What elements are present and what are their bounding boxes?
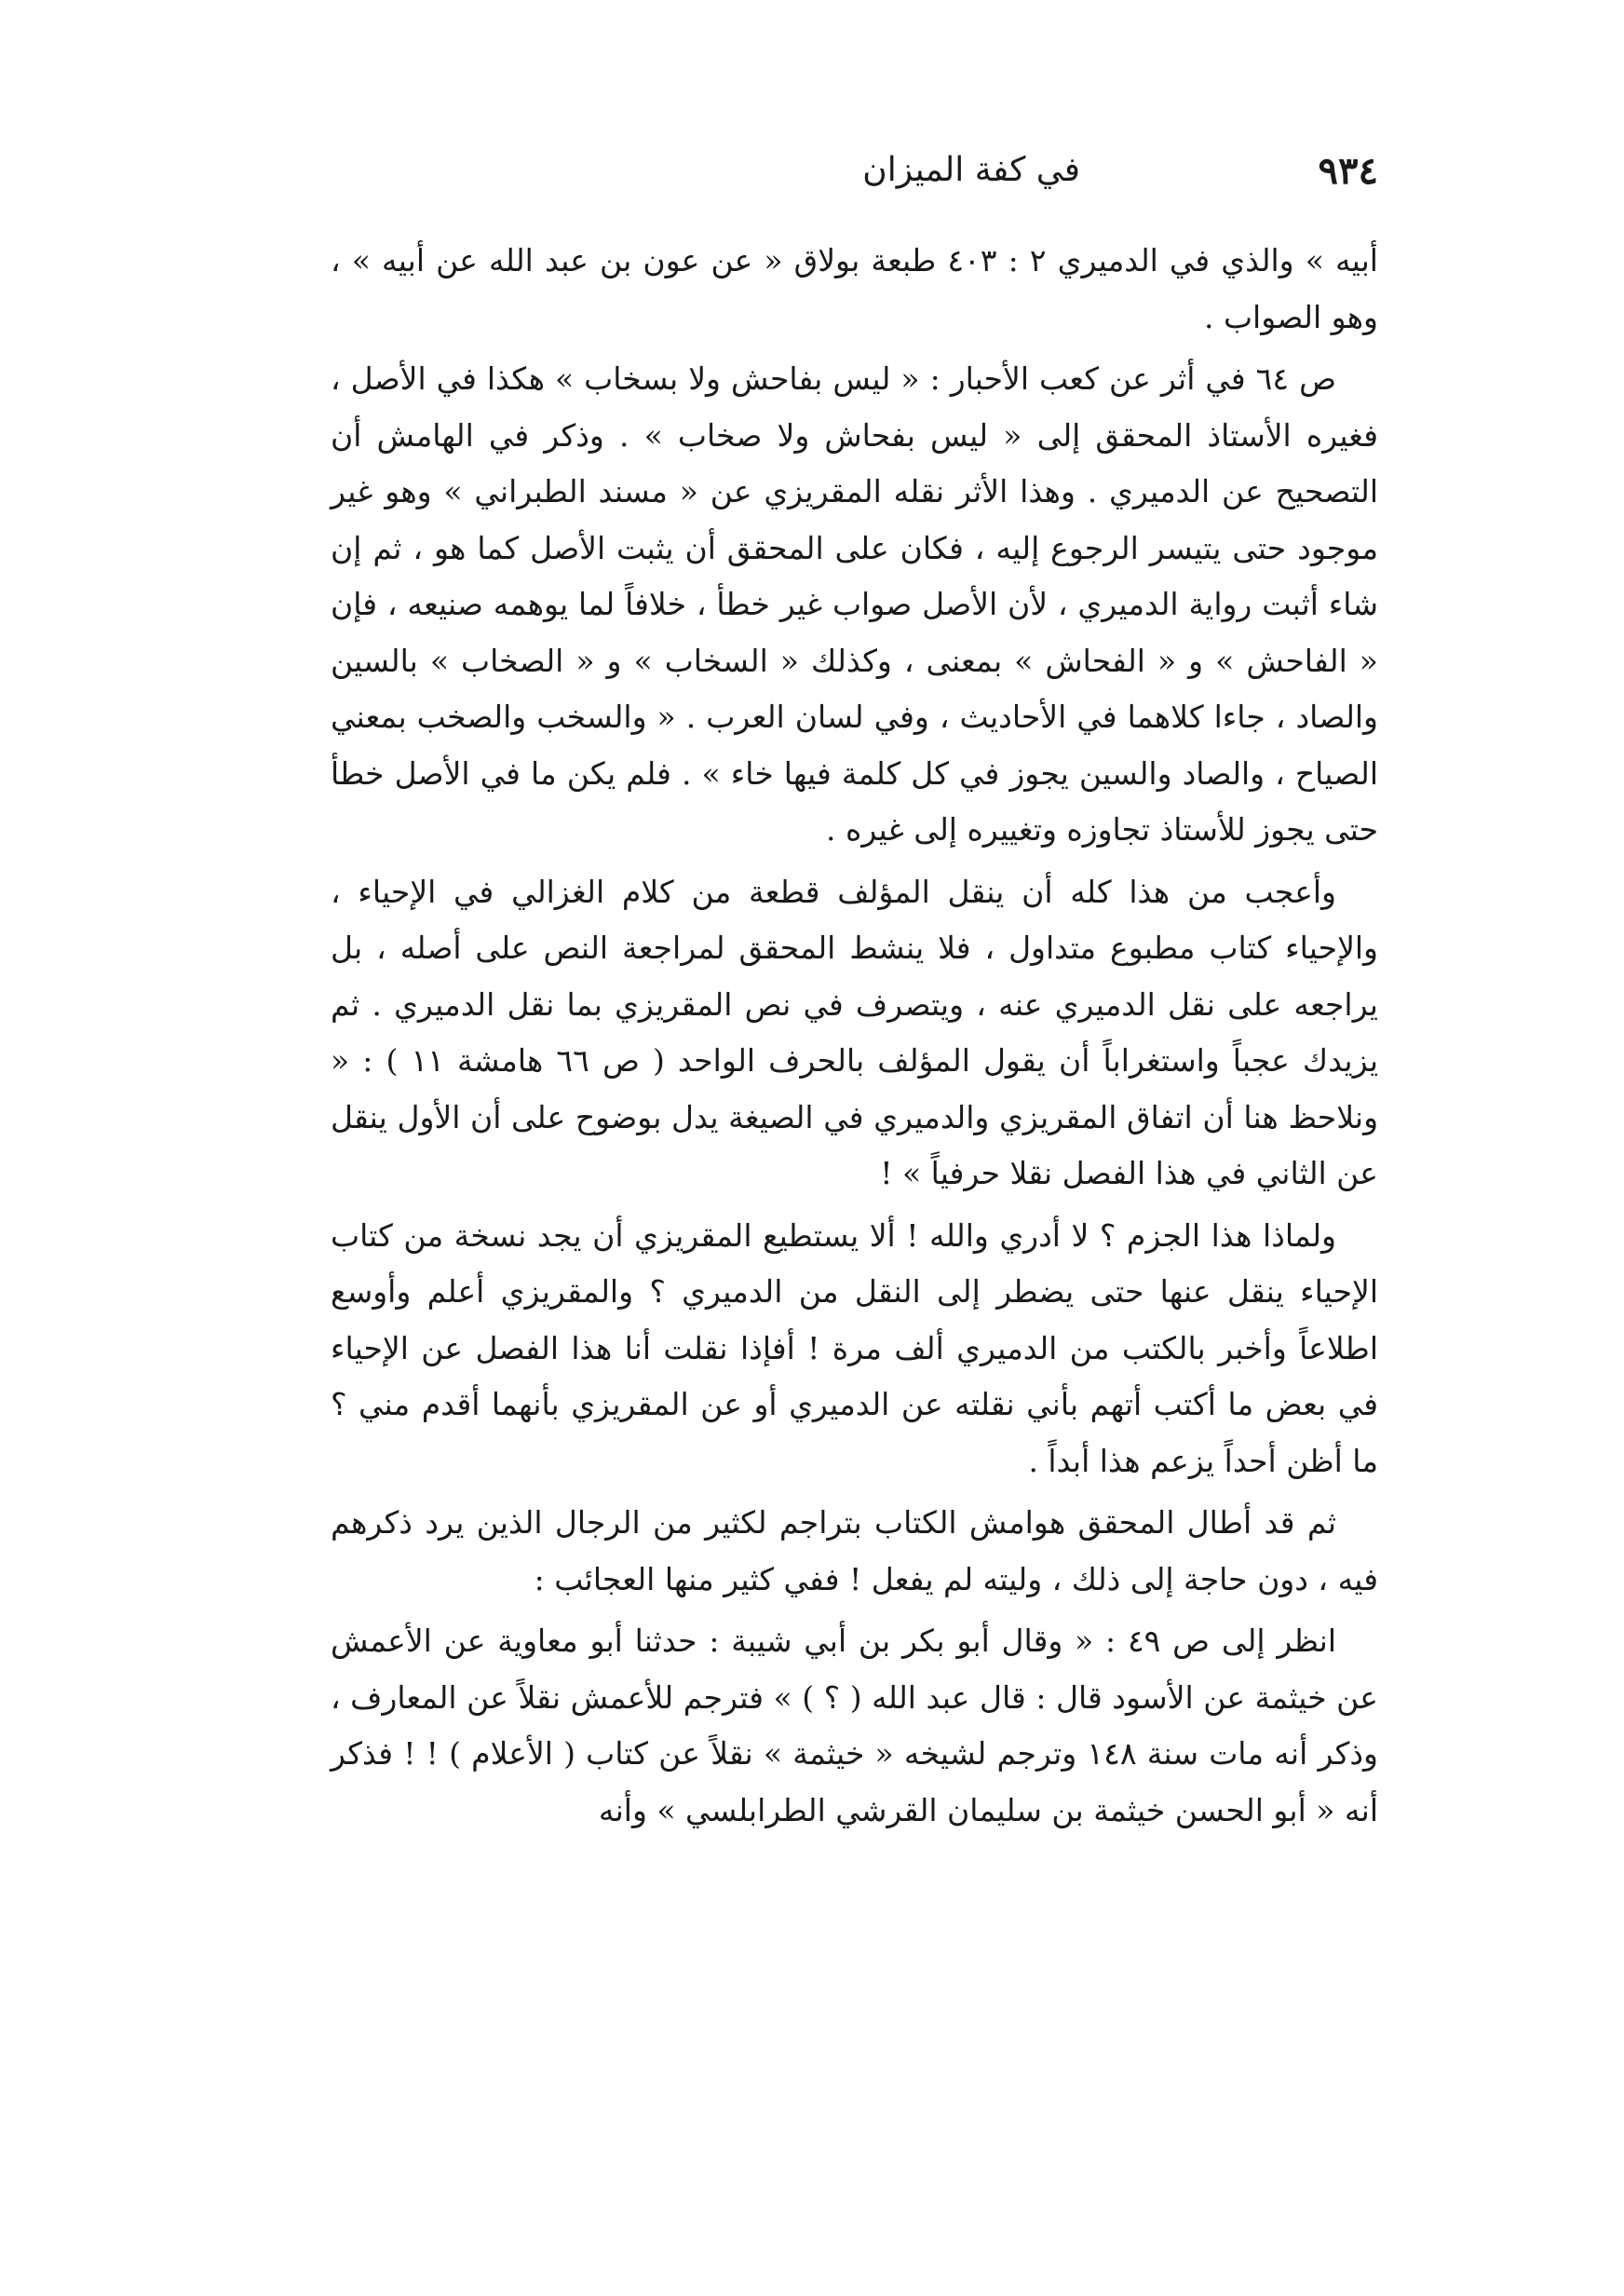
body-text	[331, 233, 1378, 1844]
paragraph: وأعجب من هذا كله أن ينقل المؤلف قطعة من كلام الغزالي في الإحياء ، والإحياء كتاب مطبوع متداول ، فلا ينشط المحقق لمراجعة النص على أصله ، بل يراجعه على نقل الدميري عنه ، ويتصرف في نص المقريزي بما نقل الدميري . ثم يزيدك عجباً واستغراباً أن يقول المؤلف بالحرف الواحد ( ص ٦٦ هامشة ١١ ) : « ونلاحظ هنا أن اتفاق المقريزي والدميري في الصيغة يدل بوضوح على أن الأول ينقل عن الثاني في هذا الفصل نقلا حرفياً » !	[331, 873, 1379, 1191]
page-number: ٩٣٤	[1318, 149, 1378, 193]
running-title: في كفة الميزان	[862, 151, 1080, 189]
paragraph: ص ٦٤ في أثر عن كعب الأحبار : « ليس بفاحش ولا بسخاب » هكذا في الأصل ، فغيره الأستاذ المحقق إلى « ليس بفحاش ولا صخاب » . وذكر في الهامش أن التصحيح عن الدميري . وهذا الأثر نقله المقريزي عن « مسند الطبراني » وهو غير موجود حتى يتيسر الرجوع إليه ، فكان على المحقق أن يثبت الأصل كما هو ، ثم إن شاء أثبت رواية الدميري ، لأن الأصل صواب غير خطأ ، خلافاً لما يوهمه صنيعه ، فإن « الفاحش » و « الفحاش » بمعنى ، وكذلك « السخاب » و « الصخاب » بالسين والصاد ، جاءا كلاهما في الأحاديث ، وفي لسان العرب . « والسخب والصخب بمعني الصياح ، والصاد والسين يجوز في كل كلمة فيها خاء » . فلم يكن ما في الأصل خطأ حتى يجوز للأستاذ تجاوزه وتغييره إلى غيره .	[331, 360, 1378, 848]
paragraph: ولماذا هذا الجزم ؟ لا أدري والله ! ألا يستطيع المقريزي أن يجد نسخة من كتاب الإحياء ينقل عنها حتى يضطر إلى النقل من الدميري ؟ والمقريزي أعلم وأوسع اطلاعاً وأخبر بالكتب من الدميري ألف مرة ! أفإذا نقلت أنا هذا الفصل عن الإحياء في بعض ما أكتب أتهم بأني نقلته عن الدميري أو عن المقريزي بأنهما أقدم مني ؟ ما أظن أحداً يزعم هذا أبداً .	[331, 1216, 1378, 1479]
page-header	[335, 149, 1378, 205]
paragraph: أبيه » والذي في الدميري ٢ : ٤٠٣ طبعة بولاق « عن عون بن عبد الله عن أبيه » ، وهو الصواب .	[331, 242, 1378, 335]
paragraph: انظر إلى ص ٤٩ : « وقال أبو بكر بن أبي شيبة : حدثنا أبو معاوية عن الأعمش عن خيثمة عن الأسود قال : قال عبد الله ( ؟ ) » فترجم للأعمش نقلاً عن المعارف ، وذكر أنه مات سنة ١٤٨ وترجم لشيخه « خيثمة » نقلاً عن كتاب ( الأعلام ) ! ! فذكر أنه « أبو الحسن خيثمة بن سليمان القرشي الطرابلسي » وأنه	[331, 1623, 1378, 1828]
paragraph: ثم قد أطال المحقق هوامش الكتاب بتراجم لكثير من الرجال الذين يرد ذكرهم فيه ، دون حاجة إلى ذلك ، وليته لم يفعل ! ففي كثير منها العجائب :	[331, 1504, 1378, 1597]
